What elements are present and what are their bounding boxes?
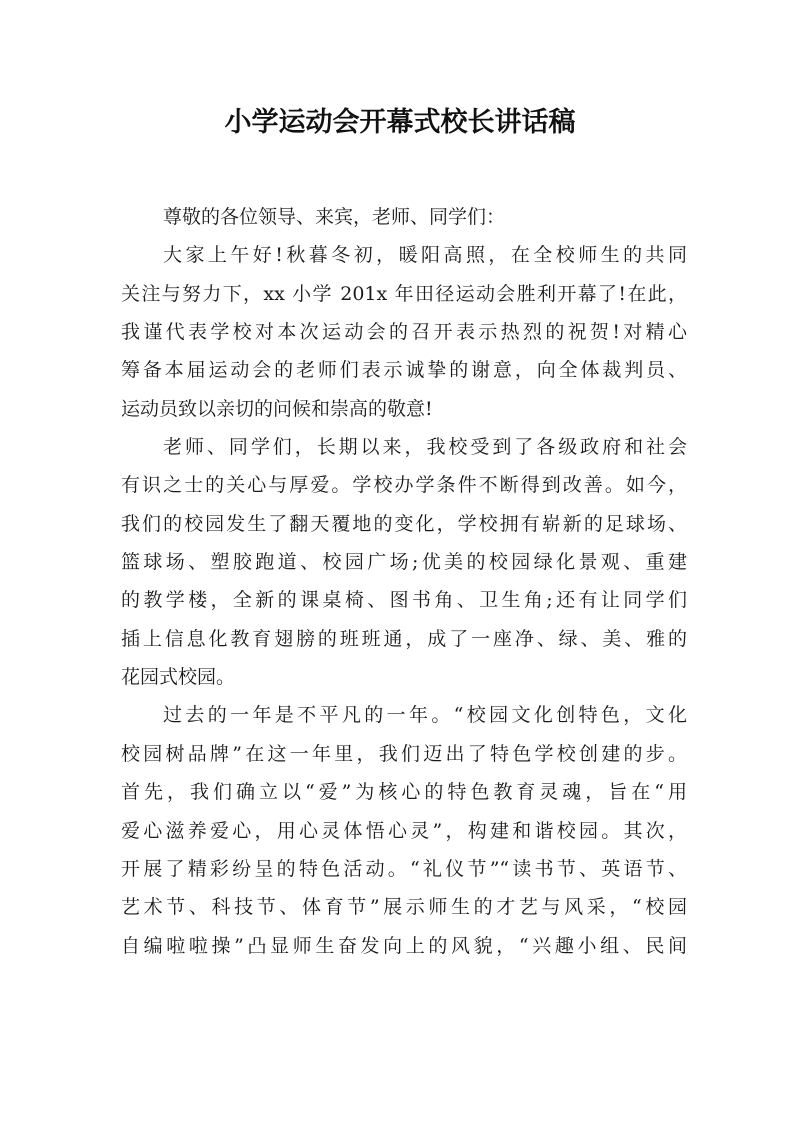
body-line: 过去的一年是不平凡的一年。“校园文化创特色，文化	[163, 704, 687, 727]
body-line: 艺术节、科技节、体育节”展示师生的才艺与风采，“校园	[121, 896, 687, 919]
salutation-line: 尊敬的各位领导、来宾，老师、同学们：	[163, 206, 506, 228]
body-line: 运动员致以亲切的问候和崇高的敬意!	[121, 397, 433, 420]
body-line: 有识之士的关心与厚爱。学校办学条件不断得到改善。如今，	[121, 474, 687, 497]
body-line: 插上信息化教育翅膀的班班通，成了一座净、绿、美、雅的	[121, 627, 687, 650]
document-title: 小学运动会开幕式校长讲话稿	[224, 107, 576, 138]
body-line: 开展了精彩纷呈的特色活动。“礼仪节”“读书节、英语节、	[121, 857, 687, 880]
body-line: 筹备本届运动会的老师们表示诚挚的谢意，向全体裁判员、	[121, 359, 687, 382]
body-line: 我们的校园发生了翻天覆地的变化，学校拥有崭新的足球场、	[121, 512, 687, 535]
body-line: 我谨代表学校对本次运动会的召开表示热烈的祝贺!对精心	[121, 321, 687, 344]
body-line: 老师、同学们，长期以来，我校受到了各级政府和社会	[163, 436, 687, 459]
body-line: 篮球场、塑胶跑道、校园广场;优美的校园绿化景观、重建	[121, 551, 687, 574]
body-line: 大家上午好!秋暮冬初，暖阳高照，在全校师生的共同	[163, 244, 687, 267]
body-line: 的教学楼，全新的课桌椅、图书角、卫生角;还有让同学们	[121, 589, 687, 612]
body-line: 关注与努力下，xx 小学 201x 年田径运动会胜利开幕了!在此，	[121, 282, 687, 305]
body-line: 爱心滋养爱心，用心灵体悟心灵”，构建和谐校园。其次，	[121, 819, 687, 842]
body-line: 首先，我们确立以“爱”为核心的特色教育灵魂，旨在“用	[121, 781, 687, 804]
body-line: 自编啦啦操”凸显师生奋发向上的风貌，“兴趣小组、民间	[121, 934, 687, 957]
body-line: 花园式校园。	[121, 666, 236, 689]
body-line: 校园树品牌”在这一年里，我们迈出了特色学校创建的步。	[121, 742, 687, 765]
document-body	[121, 198, 687, 965]
